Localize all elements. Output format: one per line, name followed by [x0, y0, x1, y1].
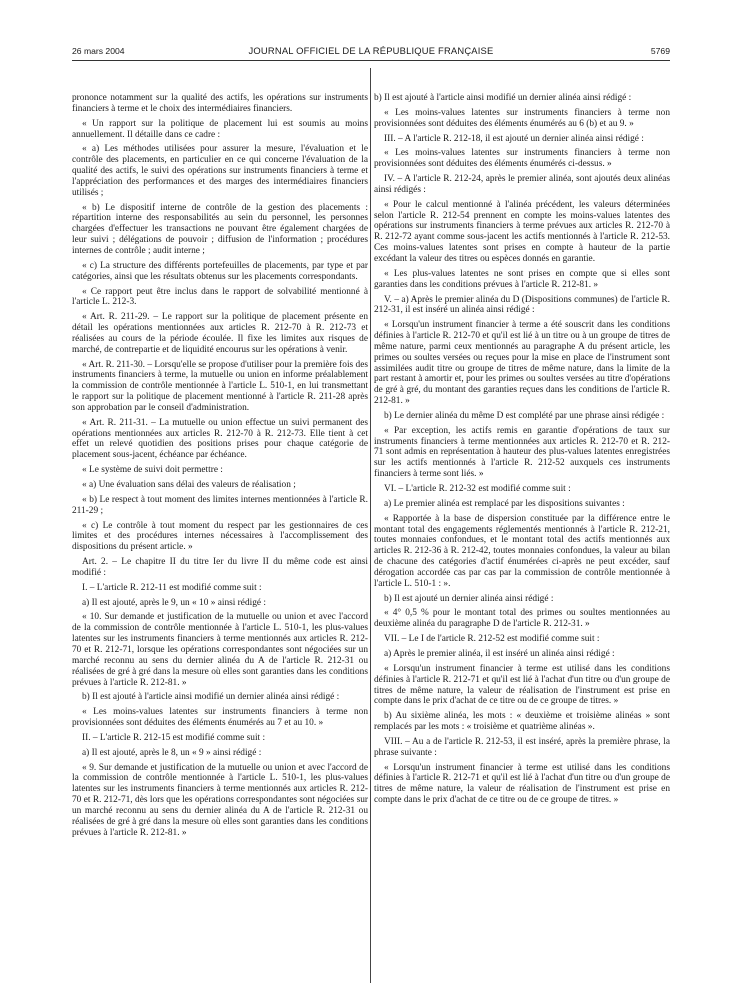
paragraph: « b) Le respect à tout moment des limites internes mentionnées à l'article R. 211-29 ;	[72, 494, 368, 516]
paragraph: « Le système de suivi doit permettre :	[82, 465, 223, 476]
paragraph: b) Le dernier alinéa du même D est complété par une phrase ainsi rédigée :	[384, 410, 665, 421]
paragraph: « Art. R. 211-30. – Lorsqu'elle se propose d'utiliser pour la première fois des instruments financiers à terme, la mutuelle ou union en informe préalablement la commission de contrôle mentionnée à l'article L. 510-1, en lui transmettant le rapport sur la politique de placement mentionné à l'article R. 211-28 après son approbation par le conseil d'administration.	[72, 359, 368, 413]
paragraph: « Par exception, les actifs remis en garantie d'opérations de taux sur instruments financiers à terme mentionnées aux articles R. 212-70 et R. 212-71 sont admis en représentation à hauteur des plus-values latentes enregistrées sur les actifs mentionnés à l'article R. 212-52 auxquels ces instruments financiers à terme sont liés. »	[374, 425, 670, 480]
paragraph: a) Le premier alinéa est remplacé par les dispositions suivantes :	[384, 498, 625, 509]
paragraph: « 9. Sur demande et justification de la mutuelle ou union et avec l'accord de la commission de contrôle mentionnée à l'article L. 510-1, les plus-values latentes sur les instruments financiers à terme mentionnés aux articles R. 212-70 et R. 212-71, dès lors que les opérations correspondantes sont négociées sur un marché reconnu au sens du dernier alinéa du A de l'article R. 212-31 ou réalisées de gré à gré dans la mesure où elles sont garanties dans les conditions prévues à l'article R. 212-81. »	[72, 762, 368, 838]
header-date: 26 mars 2004	[72, 46, 125, 56]
paragraph: V. – a) Après le premier alinéa du D (Dispositions communes) de l'article R. 212-31, il est inséré un alinéa ainsi rédigé :	[374, 294, 670, 316]
paragraph: « Un rapport sur la politique de placement lui est soumis au moins annuellement. Il détaille dans ce cadre :	[72, 118, 368, 140]
paragraph: b) Il est ajouté un dernier alinéa ainsi rédigé :	[384, 593, 554, 604]
paragraph: VI. – L'article R. 212-32 est modifié comme suit :	[384, 484, 571, 494]
paragraph: a) Il est ajouté, après le 8, un « 9 » ainsi rédigé :	[82, 747, 262, 758]
paragraph: « Lorsqu'un instrument financier à terme est utilisé dans les conditions définies à l'article R. 212-71 et qu'il est lié à l'achat d'un titre ou d'un groupe de titres de même nature, la valeur de réalisation de l'instrument est prise en compte dans le prix d'achat de ce titre ou de ce groupe de titres. »	[374, 762, 670, 806]
journal-title: JOURNAL OFFICIEL DE LA RÉPUBLIQUE FRANÇAISE	[248, 45, 494, 56]
paragraph: « 4° 0,5 % pour le montant total des primes ou soultes mentionnées au deuxième alinéa du paragraphe D de l'article R. 212-31. »	[374, 608, 670, 630]
left-column	[72, 93, 368, 983]
paragraph: « Lorsqu'un instrument financier à terme a été souscrit dans les conditions définies à l'article R. 212-70 et qu'il est lié à un titre ou à un groupe de titres de même nature, parmi ceux mentionnés au paragraphe A du présent article, les primes ou soultes versées ou reçues pour la mise en place de l'instrument sont assimilées audit titre ou groupe de titres de même nature, dans la limite de la part restant à amortir et, pour les primes ou soultes versées au titre d'opérations de gré à gré, du montant des garanties reçues dans les conditions de l'article R. 212-81. »	[374, 320, 670, 407]
paragraph: « Les plus-values latentes ne sont prises en compte que si elles sont garanties dans les conditions prévues à l'article R. 212-81. »	[374, 268, 670, 290]
paragraph: II. – L'article R. 212-15 est modifié comme suit :	[82, 732, 266, 743]
paragraph: « Les moins-values latentes sur instruments financiers à terme non provisionnées sont déduites des éléments énumérés au 7 et au 10. »	[72, 707, 368, 729]
right-column	[374, 93, 670, 983]
paragraph: « a) Les méthodes utilisées pour assurer la mesure, l'évaluation et le contrôle des placements, en particulier en ce qui concerne l'évaluation de la qualité des actifs, le suivi des opérations sur instruments financiers à terme et l'appréciation des performances et des marges des intermédiaires financiers utilisés ;	[72, 144, 368, 198]
column-divider	[370, 68, 371, 983]
paragraph: « Pour le calcul mentionné à l'alinéa précédent, les valeurs déterminées selon l'article R. 212-54 prennent en compte les moins-values latentes des opérations sur instruments financiers à terme prévues aux articles R. 212-70 à R. 212-72 ayant comme sous-jacent les actifs mentionnés à l'article R. 212-53. Ces moins-values latentes sont prises en compte à hauteur de la partie excédant la valeur des titres ou espèces donnés en garantie.	[374, 199, 670, 264]
paragraph: IV. – A l'article R. 212-24, après le premier alinéa, sont ajoutés deux alinéas ainsi rédigés :	[374, 174, 670, 195]
page-number: 5769	[650, 46, 670, 56]
paragraph: « Les moins-values latentes sur instruments financiers à terme non provisionnées sont déduites des éléments énumérés au 6 (b) et au 9. »	[374, 107, 670, 129]
paragraph: VIII. – Au a de l'article R. 212-53, il est inséré, après la première phrase, la phrase suivante :	[374, 736, 670, 758]
paragraph: a) Après le premier alinéa, il est inséré un alinéa ainsi rédigé :	[384, 648, 615, 659]
paragraph: « b) Le dispositif interne de contrôle de la gestion des placements : répartition interne des responsabilités au sein du personnel, les personnes chargées d'effectuer les transactions ne pouvant être également chargées de leur suivi ; délégations de pouvoir ; diffusion de l'information ; procédures internes de contrôle ; audit interne ;	[72, 202, 368, 256]
paragraph: b) Il est ajouté à l'article ainsi modifié un dernier alinéa ainsi rédigé :	[82, 692, 340, 703]
paragraph: « 10. Sur demande et justification de la mutuelle ou union et avec l'accord de la commission de contrôle mentionnée à l'article L. 510-1, les plus-values latentes sur les instruments financiers à terme mentionnés aux articles R. 212-70 et R. 212-71, lorsque les opérations correspondantes sont négociées sur un marché reconnu au sens du dernier alinéa du A de l'article R. 212-31 ou réalisées de gré à gré dans la mesure où elles sont garanties dans les conditions prévues à l'article R. 212-81. »	[72, 612, 368, 688]
paragraph: « Art. R. 211-31. – La mutuelle ou union effectue un suivi permanent des opérations mentionnées aux articles R. 212-70 à R. 212-73. Elle tient à cet effet un relevé quotidien des positions prises pour chaque catégorie de placement sous-jacent, échéance par échéance.	[72, 417, 368, 461]
page-header	[72, 44, 670, 61]
paragraph: « Art. R. 211-29. – Le rapport sur la politique de placement présente en détail les opérations mentionnées aux articles R. 212-70 à R. 212-73 et réalisées au cours de la période écoulée. Il fixe les limites aux risques de marché, de contrepartie et de liquidité encourus sur les opérations à venir.	[72, 312, 368, 355]
paragraph: « c) Le contrôle à tout moment du respect par les gestionnaires de ces limites et des procédures internes nécessaires à l'accomplissement des dispositions du présent article. »	[72, 520, 368, 553]
paragraph: « Lorsqu'un instrument financier à terme est utilisé dans les conditions définies à l'article R. 212-71 et qu'il est lié à l'achat d'un titre ou d'un groupe de titres de même nature, la valeur de réalisation de l'instrument est prise en compte dans le prix d'achat de ce titre ou de ce groupe de titres. »	[374, 663, 670, 707]
paragraph: « Les moins-values latentes sur instruments financiers à terme non provisionnées sont déduites des éléments énumérés ci-dessus. »	[374, 148, 670, 170]
paragraph: « c) La structure des différents portefeuilles de placements, par type et par catégories, ainsi que les résultats obtenus sur les placements correspondants.	[72, 260, 368, 282]
paragraph: b) Au sixième alinéa, les mots : « deuxième et troisième alinéas » sont remplacés par les mots : « troisième et quatrième alinéas ».	[374, 711, 670, 733]
paragraph: a) Il est ajouté, après le 9, un « 10 » ainsi rédigé :	[82, 597, 266, 608]
paragraph: « Rapportée à la base de dispersion constituée par la différence entre le montant total des engagements réglementés mentionnés à l'article R. 212-21, toutes monnaies confondues, et le montant total des actifs mentionnés aux articles R. 212-36 à R. 212-42, toutes monnaies confondues, la valeur au bilan de chacune des catégories d'actif énumérées ci-après ne peut excéder, sauf dérogation accordée cas par cas par la commission de contrôle mentionnée à l'article L. 510-1 : ».	[374, 513, 670, 589]
paragraph: « Ce rapport peut être inclus dans le rapport de solvabilité mentionné à l'article L. 212-3.	[72, 286, 368, 308]
paragraph: III. – A l'article R. 212-18, il est ajouté un dernier alinéa ainsi rédigé :	[384, 133, 644, 144]
paragraph: b) Il est ajouté à l'article ainsi modifié un dernier alinéa ainsi rédigé :	[374, 93, 632, 103]
paragraph: I. – L'article R. 212-11 est modifié comme suit :	[82, 582, 262, 593]
article-heading: Art. 2. – Le chapitre II du titre Ier du livre II du même code est ainsi modifié :	[72, 557, 368, 578]
paragraph: « a) Une évaluation sans délai des valeurs de réalisation ;	[82, 480, 296, 490]
paragraph: prononce notamment sur la qualité des actifs, les opérations sur instruments financiers à terme et le choix des intermédiaires financiers.	[72, 93, 368, 114]
paragraph: VII. – Le I de l'article R. 212-52 est modifié comme suit :	[384, 634, 600, 645]
